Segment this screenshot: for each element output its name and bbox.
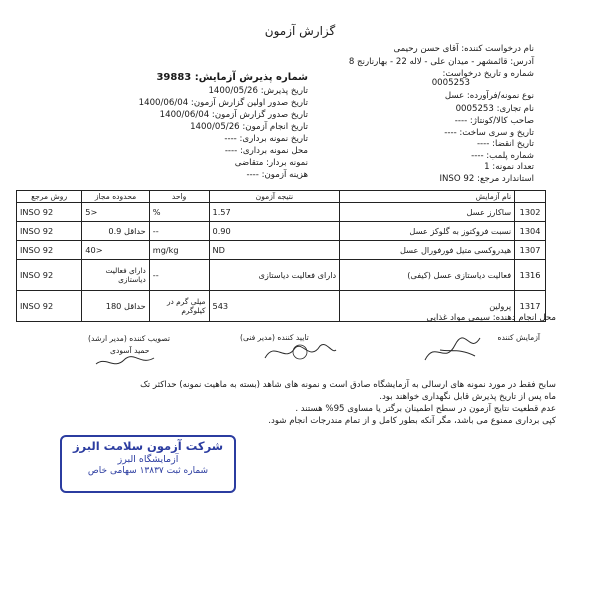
trade-name: 0005253: [455, 104, 494, 114]
sampling-place: محل نمونه برداری: ----: [224, 146, 308, 156]
row-unit: %: [149, 203, 209, 222]
test-date: تاریخ انجام آزمون: 1400/05/26: [190, 122, 308, 132]
sample-type: نوع نمونه/فرآورده: عسل: [444, 91, 534, 101]
row-name: هیدروکسی متیل فورفورال عسل: [340, 241, 515, 260]
stamp-registration: شماره ثبت ۱۳۸۳۷ سهامی خاص: [87, 466, 209, 476]
tester-signature-icon: [420, 330, 490, 370]
acceptance-number-row: [98, 72, 308, 83]
row-name: پرولین: [340, 291, 515, 322]
address: آدرس: قائمشهر - میدان علی - لاله 22 - بهارنارنج 8: [348, 57, 534, 67]
row-limit: 40>: [82, 241, 149, 260]
owner: صاحب کالا/کونتاژ: ----: [454, 116, 534, 126]
row-code: 1304: [515, 222, 546, 241]
lab-manager-label: تایید کننده (مدیر فنی): [240, 333, 309, 342]
issue-date: تاریخ صدور گزارش آزمون: 1400/06/04: [159, 110, 308, 120]
row-reference: INSO 92: [17, 260, 82, 291]
row-result: دارای فعالیت دیاستازی: [209, 260, 340, 291]
trade-name-label: نام تجاری:: [496, 104, 534, 114]
sampler: نمونه بردار: متقاضی: [234, 158, 308, 168]
row-result: ND: [209, 241, 340, 260]
note-line: کپی برداری ممنوع می باشد، مگر آنکه بطور کامل و از تمام مندرجات انجام شود.: [268, 416, 556, 426]
row-reference: INSO 92: [17, 291, 82, 322]
header-code: [515, 191, 546, 203]
supervisor-name: حمید آسودی: [110, 346, 150, 355]
operator-line: محل انجام دهنده: سیمی مواد غذایی: [426, 313, 556, 323]
table-row: [17, 222, 546, 241]
row-unit: mg/kg: [149, 241, 209, 260]
row-reference: INSO 92: [17, 203, 82, 222]
row-unit: میلی گرم در کیلوگرم: [149, 291, 209, 322]
request-number: 0005253: [431, 78, 470, 88]
lab-manager-signature-icon: [260, 338, 340, 366]
acceptance-date: تاریخ پذیرش: 1400/05/26: [208, 86, 308, 96]
row-code: 1316: [515, 260, 546, 291]
table-row: [17, 260, 546, 291]
requester: نام درخواست کننده: آقای حسن رحیمی: [393, 44, 534, 54]
note-line: ماه پس از تاریخ پذیرش قابل نگهداری خواهند بود.: [379, 392, 556, 402]
note-line: عدم قطعیت نتایج آزمون در سطح اطمینان برگتر یا مساوی 95% هستند .: [295, 404, 556, 414]
results-table: [16, 190, 546, 322]
expiry: تاریخ انقضا: ----: [476, 139, 534, 149]
acceptance-number-label: شماره پذیرش آزمایش:: [194, 72, 308, 83]
company-stamp: [60, 435, 236, 493]
row-reference: INSO 92: [17, 222, 82, 241]
row-unit: --: [149, 222, 209, 241]
row-name: فعالیت دیاستازی عسل (کیفی): [340, 260, 515, 291]
table-header-row: [17, 191, 546, 203]
row-name: نسبت فروکتوز به گلوکز عسل: [340, 222, 515, 241]
header-limit: محدوده مجاز: [82, 191, 149, 203]
stamp-company-name: شرکت آزمون سلامت البرز: [72, 439, 224, 453]
seal-number: شماره پلمب: ----: [471, 151, 534, 161]
batch: تاریخ و سری ساخت: ----: [444, 128, 534, 138]
supervisor-label: تصویب کننده (مدیر ارشد): [88, 334, 171, 343]
row-result: 543: [209, 291, 340, 322]
row-result: 0.90: [209, 222, 340, 241]
report-title: گزارش آزمون: [264, 24, 336, 38]
header-name: نام آزمایش: [340, 191, 515, 203]
row-unit: --: [149, 260, 209, 291]
header-result: نتیجه آزمون: [209, 191, 340, 203]
row-reference: INSO 92: [17, 241, 82, 260]
row-code: 1302: [515, 203, 546, 222]
first-issue-date: تاریخ صدور اولین گزارش آزمون: 1400/06/04: [138, 98, 308, 108]
row-limit: حداقل 0.9: [82, 222, 149, 241]
trade-name-row: [456, 104, 534, 114]
note-line: سابح فقط در مورد نمونه های ارسالی به آزمایشگاه صادق است و نمونه های شاهد (بسته به ماهیت نمونه) حداکثر تک: [140, 380, 556, 390]
table-row: [17, 203, 546, 222]
row-limit: 5>: [82, 203, 149, 222]
header-unit: واحد: [149, 191, 209, 203]
stamp-lab-name: آزمایشگاه البرز: [117, 454, 179, 465]
table-row: [17, 241, 546, 260]
row-code: 1317: [515, 291, 546, 322]
test-cost: هزینه آزمون: ----: [246, 170, 308, 180]
row-name: ساکارز عسل: [340, 203, 515, 222]
reference-standard: استاندارد مرجع: INSO 92: [439, 174, 534, 184]
header-reference-method: روش مرجع: [17, 191, 82, 203]
acceptance-number: 39883: [156, 72, 192, 83]
row-limit: دارای فعالیت دیاستازی: [82, 260, 149, 291]
row-code: 1307: [515, 241, 546, 260]
tester-label: آزمایش کننده: [497, 333, 540, 342]
supervisor-signature-icon: [92, 352, 162, 372]
sample-count: تعداد نمونه: 1: [484, 162, 534, 172]
row-result: 1.57: [209, 203, 340, 222]
row-limit: حداقل 180: [82, 291, 149, 322]
request-number-label: شماره و تاریخ درخواست:: [442, 69, 534, 79]
sampling-date: تاریخ نمونه برداری: ----: [224, 134, 308, 144]
